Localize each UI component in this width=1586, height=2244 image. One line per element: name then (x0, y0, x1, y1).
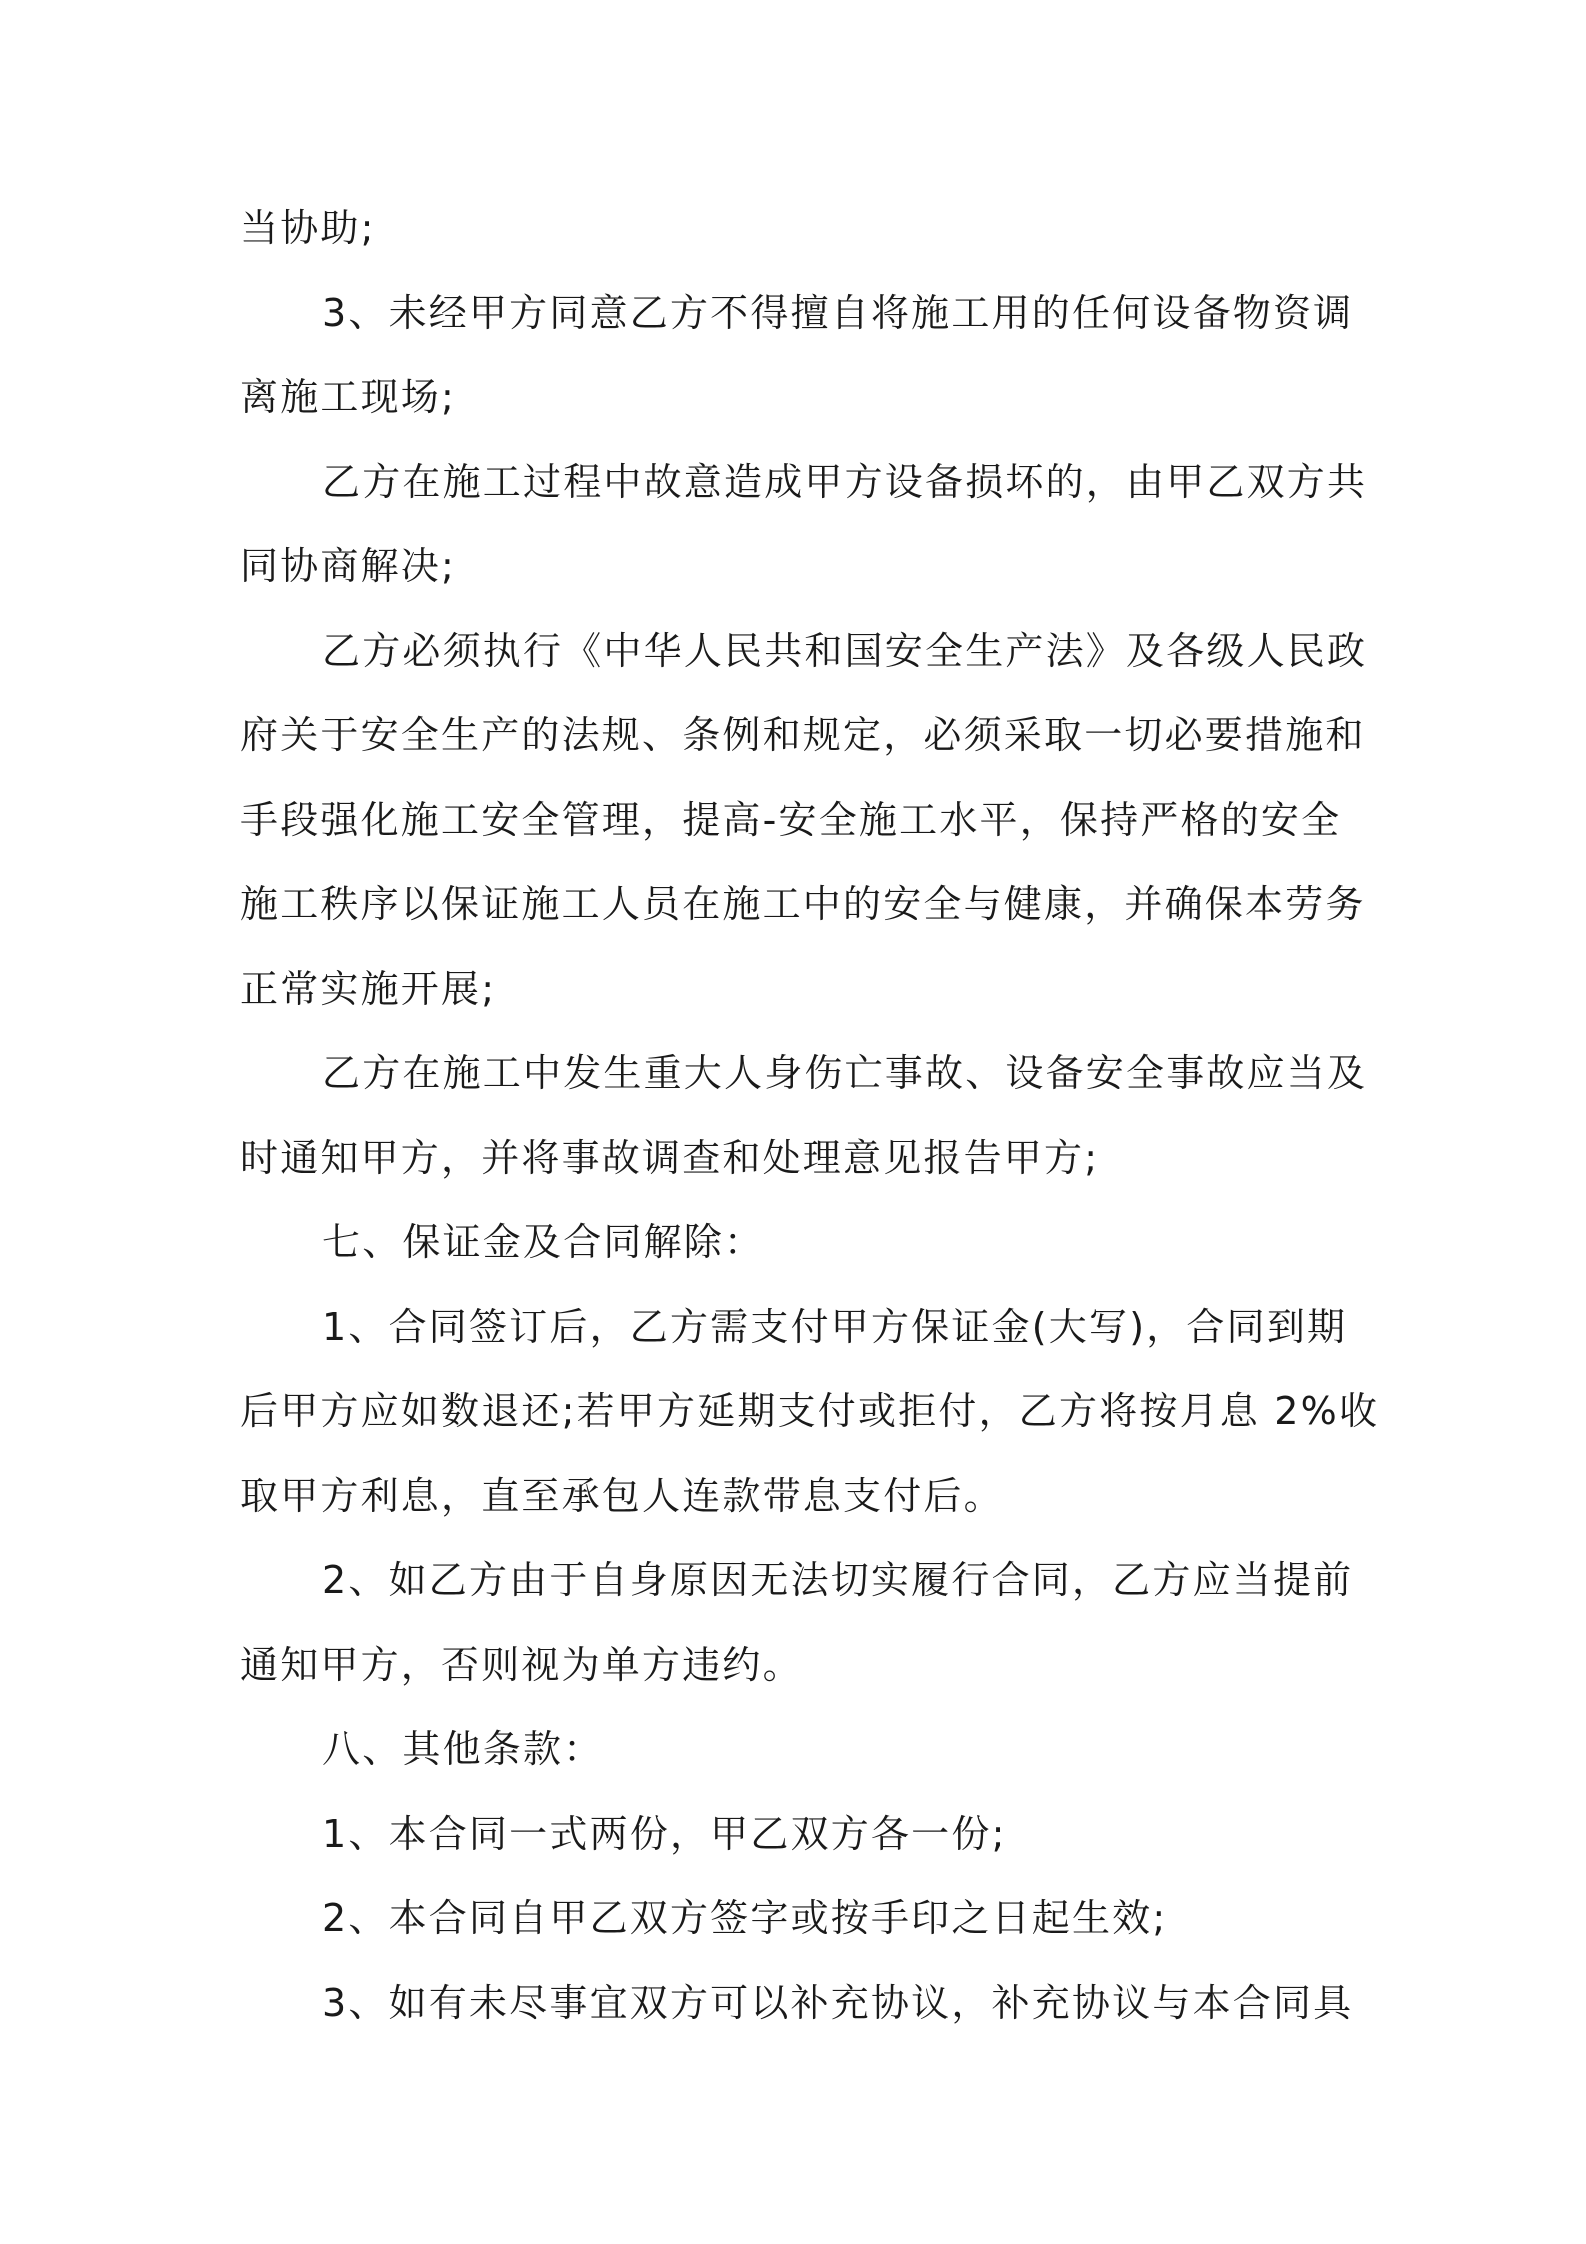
text-line: 后甲方应如数退还;若甲方延期支付或拒付，乙方将按月息 2%收 (240, 1389, 1380, 1433)
text-line: 3、如有未尽事宜双方可以补充协议，补充协议与本合同具 (322, 1981, 1354, 2025)
text-line: 乙方在施工中发生重大人身伤亡事故、设备安全事故应当及 (322, 1051, 1368, 1095)
text-line: 正常实施开展; (240, 967, 497, 1011)
text-line: 取甲方利息，直至承包人连款带息支付后。 (240, 1474, 1004, 1518)
text-line: 手段强化施工安全管理，提高-安全施工水平，保持严格的安全 (240, 798, 1342, 842)
text-line: 施工秩序以保证施工人员在施工中的安全与健康，并确保本劳务 (240, 882, 1366, 926)
text-line: 通知甲方，否则视为单方违约。 (240, 1643, 803, 1687)
text-line: 时通知甲方，并将事故调查和处理意见报告甲方; (240, 1136, 1100, 1180)
text-line: 府关于安全生产的法规、条例和规定，必须采取一切必要措施和 (240, 713, 1366, 757)
text-line: 2、本合同自甲乙双方签字或按手印之日起生效; (322, 1896, 1168, 1940)
section-heading: 七、保证金及合同解除： (322, 1220, 765, 1264)
text-line: 1、本合同一式两份，甲乙双方各一份; (322, 1812, 1007, 1856)
text-line: 当协助; (240, 206, 376, 250)
section-heading: 八、其他条款： (322, 1727, 604, 1771)
text-line: 乙方必须执行《中华人民共和国安全生产法》及各级人民政 (322, 629, 1368, 673)
text-line: 离施工现场; (240, 375, 457, 419)
text-line: 同协商解决; (240, 544, 457, 588)
text-line: 1、合同签订后，乙方需支付甲方保证金(大写)，合同到期 (322, 1305, 1348, 1349)
text-line: 2、如乙方由于自身原因无法切实履行合同，乙方应当提前 (322, 1558, 1354, 1602)
text-line: 乙方在施工过程中故意造成甲方设备损坏的，由甲乙双方共 (322, 460, 1368, 504)
text-line: 3、未经甲方同意乙方不得擅自将施工用的任何设备物资调 (322, 291, 1354, 335)
